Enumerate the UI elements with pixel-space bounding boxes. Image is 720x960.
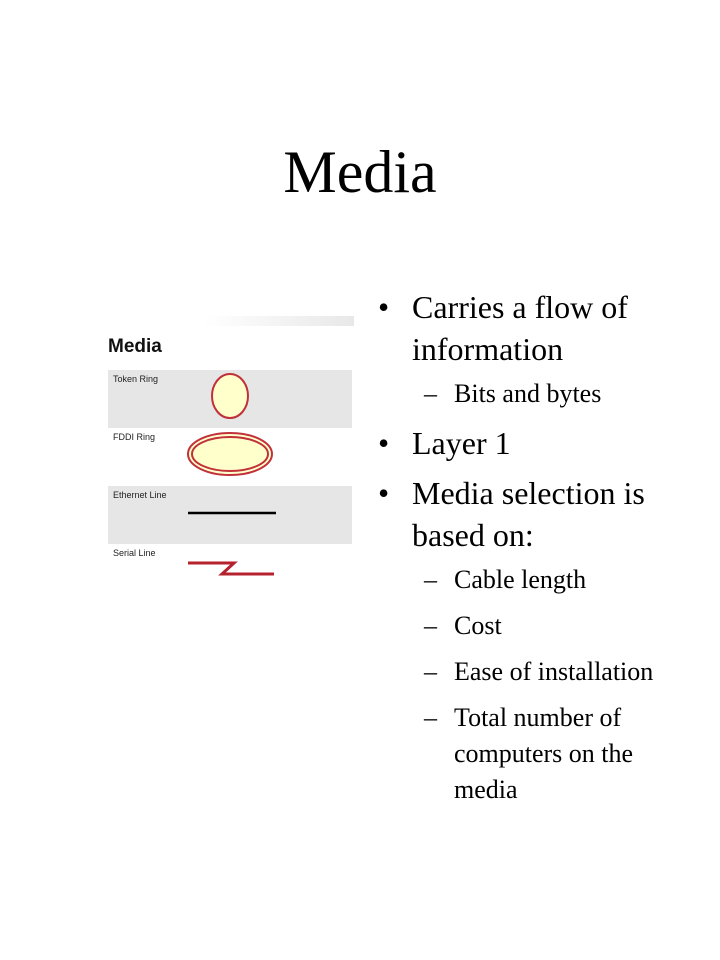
sub-bullet-item — [374, 654, 674, 690]
legend-label-fddi-ring: FDDI Ring — [113, 432, 156, 442]
sub-bullet-item — [374, 562, 674, 598]
bullet-list — [374, 286, 674, 818]
sub-bullet-text: Total number of computers on the media — [454, 703, 634, 804]
legend-top-bar — [204, 316, 354, 326]
sub-bullet-text: Bits and bytes — [454, 379, 602, 408]
bullet-item — [374, 422, 674, 464]
sub-bullet-dash: – — [424, 611, 437, 640]
bullet-dot: • — [378, 475, 390, 511]
sub-bullet-text: Ease of installation — [454, 657, 654, 686]
token-ring-icon — [108, 370, 352, 428]
sub-bullet-item — [374, 700, 674, 808]
bullet-dot: • — [378, 425, 390, 461]
legend-row-token-ring — [108, 370, 352, 428]
legend-label-serial-line: Serial Line — [113, 548, 156, 558]
slide-title: Media — [283, 139, 437, 205]
sub-bullet-text: Cable length — [454, 565, 587, 594]
legend-label-ethernet-line: Ethernet Line — [113, 490, 167, 500]
sub-bullet-dash: – — [424, 703, 437, 732]
sub-bullet-item — [374, 376, 674, 412]
bullet-text: Carries a flow of information — [412, 289, 628, 367]
fddi-ring-icon — [108, 428, 352, 486]
bullet-item — [374, 286, 674, 370]
bullet-item — [374, 472, 674, 556]
legend-row-ethernet-line — [108, 486, 352, 544]
legend-row-serial-line — [108, 544, 352, 584]
media-legend — [108, 316, 354, 586]
sub-bullet-item — [374, 608, 674, 644]
sub-bullet-dash: – — [424, 565, 437, 594]
ethernet-line-icon — [108, 486, 352, 544]
legend-heading: Media — [108, 336, 162, 357]
serial-line-icon — [108, 544, 352, 584]
bullet-dot: • — [378, 289, 390, 325]
legend-label-token-ring: Token Ring — [113, 374, 159, 384]
legend-row-fddi-ring — [108, 428, 352, 486]
sub-bullet-dash: – — [424, 657, 437, 686]
bullet-text: Layer 1 — [412, 425, 511, 461]
sub-bullet-dash: – — [424, 379, 437, 408]
sub-bullet-text: Cost — [454, 611, 502, 640]
bullet-text: Media selection is based on: — [412, 475, 645, 553]
